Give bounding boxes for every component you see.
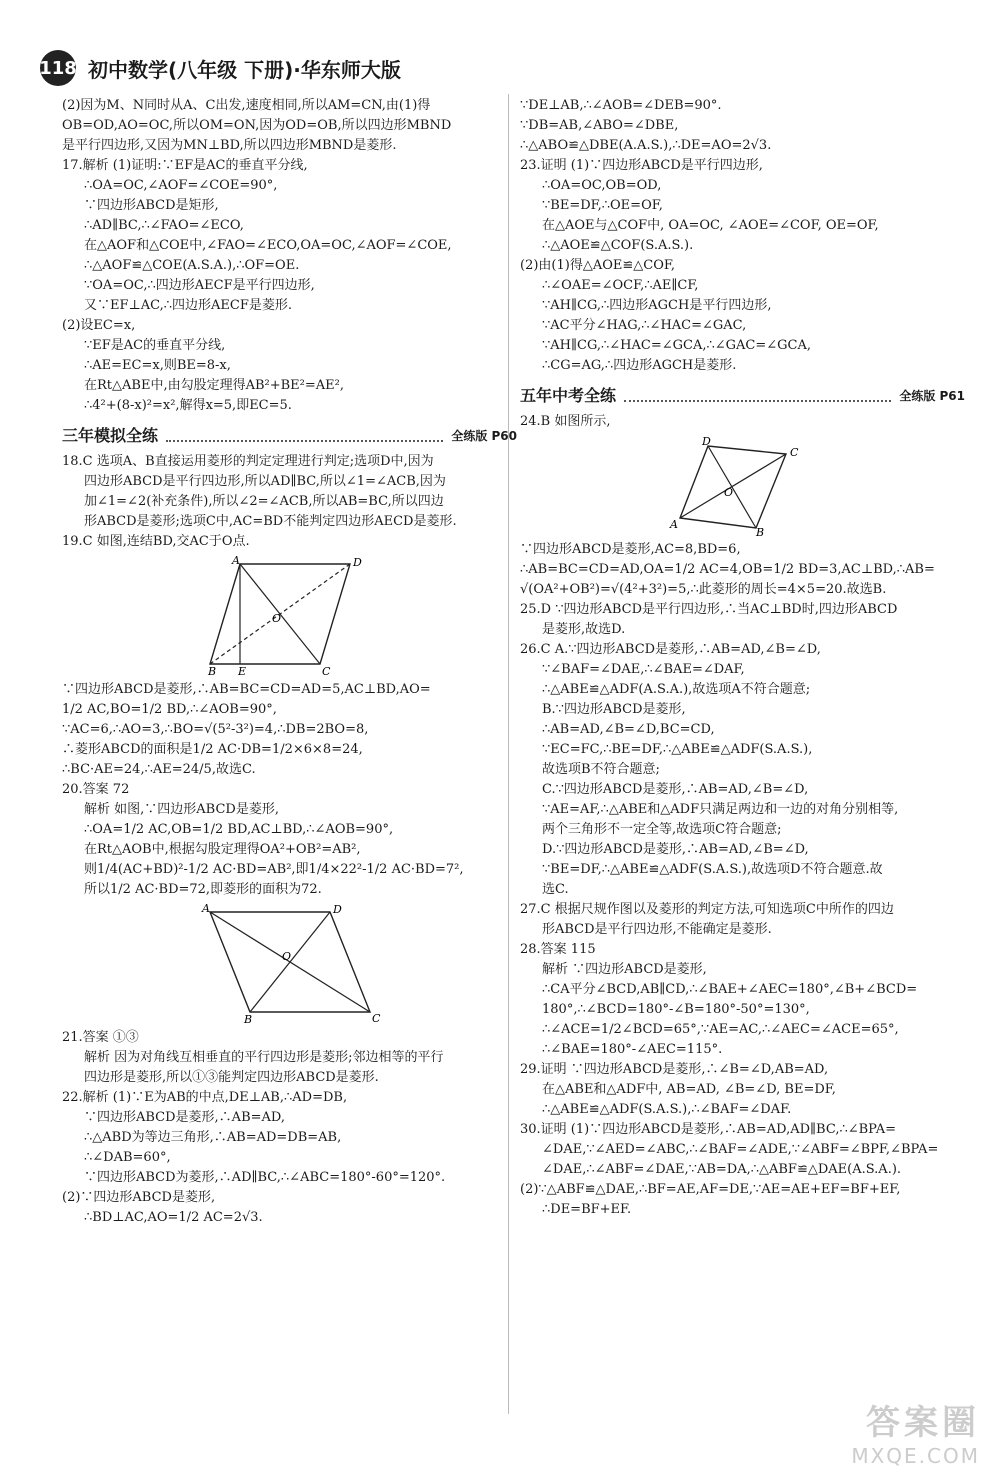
q23 (520, 156, 965, 376)
text-line: 加∠1=∠2(补充条件),所以∠2=∠ACB,所以AB=BC,所以四边 (84, 494, 444, 509)
q18 (62, 452, 517, 532)
text-line: 22.解析 (1)∵E为AB的中点,DE⊥AB,∴AD=DB, (62, 1090, 348, 1105)
watermark-sub: MXQE.COM (851, 1444, 980, 1468)
text-line: ∴菱形ABCD的面积是1/2 AC·DB=1/2×6×8=24, (62, 742, 363, 757)
text-line: ∴AB=AD,∠B=∠D,BC=CD, (542, 722, 715, 737)
text-line: ∵四边形ABCD是菱形,AC=8,BD=6, (520, 542, 741, 557)
text-line: 所以1/2 AC·BD=72,即菱形的面积为72. (84, 882, 322, 897)
q17 (62, 156, 517, 416)
text-line: ∵四边形ABCD是菱形,∴AB=AD, (84, 1110, 285, 1125)
text-line: ∴BD⊥AC,AO=1/2 AC=2√3. (84, 1210, 263, 1225)
fig3-label-D: D (701, 435, 711, 448)
q27 (520, 900, 965, 940)
right-column (520, 96, 965, 1220)
text-line: OB=OD,AO=OC,所以OM=ON,因为OD=OB,所以四边形MBND (62, 118, 452, 133)
page-header (40, 48, 401, 88)
text-line: ∵EF是AC的垂直平分线, (84, 338, 226, 353)
fig2-label-B: B (243, 1013, 252, 1026)
q19-head: 19.C 如图,连结BD,交AC于O点. (62, 534, 250, 549)
q25 (520, 600, 965, 640)
q22 (62, 1088, 517, 1228)
figure-rhombus-2 (200, 904, 380, 1024)
text-line: (2)由(1)得△AOE≌△COF, (520, 258, 675, 273)
q29 (520, 1060, 965, 1120)
text-line: 又∵EF⊥AC,∴四边形AECF是菱形. (84, 298, 292, 313)
figure-rhombus-3 (668, 435, 818, 539)
text-line: 1/2 AC,BO=1/2 BD,∴∠AOB=90°, (62, 702, 277, 717)
text-line: √(OA²+OB²)=√(4²+3²)=5,∴此菱形的周长=4×5=20.故选B. (520, 582, 887, 597)
text-line: C.∵四边形ABCD是菱形,∴AB=AD,∠B=∠D, (542, 782, 809, 797)
text-line: 两个三角形不一定全等,故选项C符合题意; (542, 822, 782, 837)
section-title: 五年中考全练 (520, 386, 617, 405)
text-line: (2)设EC=x, (62, 318, 136, 333)
text-line: 是菱形,故选D. (542, 622, 626, 637)
text-line: B.∵四边形ABCD是菱形, (542, 702, 686, 717)
text-line: ∵AC=6,∴AO=3,∴BO=√(5²-3²)=4,∴DB=2BO=8, (62, 722, 369, 737)
q24 (520, 540, 965, 600)
text-line: ∵∠BAF=∠DAE,∴∠BAE=∠DAF, (542, 662, 745, 677)
text-line: ∵BE=DF,∴OE=OF, (542, 198, 663, 213)
q28 (520, 940, 965, 1060)
text-line: ∠DAE,∵∠AED=∠ABC,∴∠BAF=∠ADE,∵∠ABF=∠BPF,∠BPA= (542, 1142, 939, 1157)
text-line: 在△AOF和△COE中,∠FAO=∠ECO,OA=OC,∠AOF=∠COE, (84, 238, 452, 253)
text-line: ∵AE=AF,∴△ABE和△ADF只满足两边和一边的对角分别相等, (542, 802, 899, 817)
text-line: ∴∠OAE=∠OCF,∴AE∥CF, (542, 278, 699, 293)
text-line: ∠DAE,∴∠ABF=∠DAE,∵AB=DA,∴△ABF≌△DAE(A.S.A.). (542, 1162, 902, 1177)
text-line: 形ABCD是菱形;选项C中,AC=BD不能判定四边形AECD是菱形. (84, 514, 457, 529)
text-line: ∵OA=OC,∴四边形AECF是平行四边形, (84, 278, 315, 293)
section-three-year (62, 426, 517, 446)
text-line: ∵四边形ABCD是矩形, (84, 198, 219, 213)
section-dots (624, 390, 891, 402)
text-line: 23.证明 (1)∵四边形ABCD是平行四边形, (520, 158, 763, 173)
fig3-label-O: O (723, 486, 733, 499)
text-line: ∴∠ACE=1/2∠BCD=65°,∵AE=AC,∴∠AEC=∠ACE=65°, (542, 1022, 899, 1037)
fig3-label-A: A (669, 518, 678, 531)
text-line: 解析 因为对角线互相垂直的平行四边形是菱形;邻边相等的平行 (84, 1050, 444, 1065)
text-line: 在Rt△ABE中,由勾股定理得AB²+BE²=AE², (84, 378, 344, 393)
text-line: ∵四边形ABCD是菱形,∴AB=BC=CD=AD=5,AC⊥BD,AO= (62, 682, 431, 697)
text-line: ∴AB=BC=CD=AD,OA=1/2 AC=4,OB=1/2 BD=3,AC⊥BD,∴AB= (520, 562, 935, 577)
text-line: ∴AE=EC=x,则BE=8-x, (84, 358, 231, 373)
section-title: 三年模拟全练 (62, 426, 159, 445)
text-line: ∴OA=OC,OB=OD, (542, 178, 662, 193)
text-line: ∵AH∥CG,∴∠HAC=∠GCA,∴∠GAC=∠GCA, (542, 338, 811, 353)
page-number: 118 (40, 50, 76, 86)
text-line: 20.答案 72 (62, 782, 130, 797)
text-line: ∴OA=OC,∠AOF=∠COE=90°, (84, 178, 278, 193)
fig2-label-C: C (371, 1012, 380, 1025)
text-line: ∴∠DAB=60°, (84, 1150, 171, 1165)
text-line: 26.C A.∵四边形ABCD是菱形,∴AB=AD,∠B=∠D, (520, 642, 821, 657)
text-line: (2)∵△ABF≌△DAE,∴BF=AE,AF=DE,∵AE=AE+EF=BF+EF, (520, 1182, 901, 1197)
text-line: (2)因为M、N同时从A、C出发,速度相同,所以AM=CN,由(1)得 (62, 98, 431, 113)
text-line: (2)∵四边形ABCD是菱形, (62, 1190, 216, 1205)
text-line: 29.证明 ∵四边形ABCD是菱形,∴∠B=∠D,AB=AD, (520, 1062, 829, 1077)
watermark (851, 1395, 980, 1468)
text-line: ∴AD∥BC,∴∠FAO=∠ECO, (84, 218, 244, 233)
right-block1 (520, 96, 965, 156)
fig1-label-A: A (231, 554, 240, 567)
text-line: ∴△AOE≌△COF(S.A.S.). (542, 238, 694, 253)
q20 (62, 780, 517, 900)
fig2-label-A: A (201, 902, 210, 915)
watermark-main: 答案圈 (866, 1403, 980, 1443)
text-line: ∴4²+(8-x)²=x²,解得x=5,即EC=5. (84, 398, 292, 413)
fig2-label-O: O (281, 950, 291, 963)
text-line: 28.答案 115 (520, 942, 596, 957)
text-line: 17.解析 (1)证明:∵EF是AC的垂直平分线, (62, 158, 308, 173)
text-line: ∴CG=AG,∴四边形AGCH是菱形. (542, 358, 737, 373)
section-dots (166, 430, 443, 442)
q24-head: 24.B 如图所示, (520, 414, 611, 429)
q21 (62, 1028, 517, 1088)
text-line: D.∵四边形ABCD是菱形,∴AB=AD,∠B=∠D, (542, 842, 809, 857)
fig1-label-B: B (207, 665, 216, 678)
text-line: 则1/4(AC+BD)²-1/2 AC·BD=AB²,即1/4×22²-1/2 AC·BD=7², (84, 862, 464, 877)
section-five-year (520, 386, 965, 406)
text-line: 四边形ABCD是平行四边形,所以AD∥BC,所以∠1=∠ACB,因为 (84, 474, 446, 489)
text-line: 四边形是菱形,所以①③能判定四边形ABCD是菱形. (84, 1070, 379, 1085)
text-line: 选C. (542, 882, 569, 897)
text-line: 27.C 根据尺规作图以及菱形的判定方法,可知选项C中所作的四边 (520, 902, 894, 917)
q19 (62, 680, 517, 780)
book-title: 初中数学(八年级 下册)·华东师大版 (88, 57, 401, 82)
text-line: ∵BE=DF,∴△ABE≌△ADF(S.A.S.),故选项D不符合题意.故 (542, 862, 883, 877)
text-line: ∴△ABE≌△ADF(A.S.A.),故选项A不符合题意; (542, 682, 811, 697)
fig1-label-D: D (352, 556, 362, 569)
text-line: ∵AH∥CG,∴四边形AGCH是平行四边形, (542, 298, 772, 313)
text-line: 25.D ∵四边形ABCD是平行四边形,∴当AC⊥BD时,四边形ABCD (520, 602, 898, 617)
text-line: 21.答案 ①③ (62, 1030, 139, 1045)
fig1-label-O: O (271, 612, 281, 625)
text-line: ∴CA平分∠BCD,AB∥CD,∴∠BAE+∠AEC=180°,∠B+∠BCD= (542, 982, 918, 997)
q26 (520, 640, 965, 900)
text-line: 故选项B不符合题意; (542, 762, 660, 777)
figure-rhombus-1 (207, 554, 370, 678)
text-line: ∵AC平分∠HAG,∴∠HAC=∠GAC, (542, 318, 747, 333)
text-line: 18.C 选项A、B直接运用菱形的判定定理进行判定;选项D中,因为 (62, 454, 434, 469)
q30 (520, 1120, 965, 1220)
text-line: 解析 ∵四边形ABCD是菱形, (542, 962, 707, 977)
text-line: ∴△ABO≌△DBE(A.A.S.),∴DE=AO=2√3. (520, 138, 772, 153)
section-ref: 全练版 P60 (451, 429, 517, 443)
text-line: ∴∠BAE=180°-∠AEC=115°. (542, 1042, 723, 1057)
text-line: ∴△ABD为等边三角形,∴AB=AD=DB=AB, (84, 1130, 342, 1145)
text-line: ∴△ABE≌△ADF(S.A.S.),∴∠BAF=∠DAF. (542, 1102, 792, 1117)
left-column (62, 96, 517, 1228)
text-line: 是平行四边形,又因为MN⊥BD,所以四边形MBND是菱形. (62, 138, 397, 153)
text-line: 180°,∴∠BCD=180°-∠B=180°-50°=130°, (542, 1002, 810, 1017)
fig3-label-B: B (755, 526, 764, 539)
text-line: 30.证明 (1)∵四边形ABCD是菱形,∴AB=AD,AD∥BC,∴∠BPA= (520, 1122, 896, 1137)
text-line: ∴OA=1/2 AC,OB=1/2 BD,AC⊥BD,∴∠AOB=90°, (84, 822, 394, 837)
text-line: 在Rt△AOB中,根据勾股定理得OA²+OB²=AB², (84, 842, 361, 857)
text-line: ∴BC·AE=24,∴AE=24/5,故选C. (62, 762, 256, 777)
text-line: 在△ABE和△ADF中, AB=AD, ∠B=∠D, BE=DF, (542, 1082, 836, 1097)
text-line: ∵DB=AB,∠ABO=∠DBE, (520, 118, 679, 133)
text-line: ∵DE⊥AB,∴∠AOB=∠DEB=90°. (520, 98, 722, 113)
fig1-label-C: C (321, 665, 330, 678)
text-line: ∵四边形ABCD为菱形,∴AD∥BC,∴∠ABC=180°-60°=120°. (84, 1170, 446, 1185)
text-line: 在△AOE与△COF中, OA=OC, ∠AOE=∠COF, OE=OF, (542, 218, 879, 233)
left-block1 (62, 96, 517, 156)
fig1-label-E: E (237, 665, 246, 678)
text-line: 形ABCD是平行四边形,不能确定是菱形. (542, 922, 772, 937)
text-line: ∴△AOF≌△COE(A.S.A.),∴OF=OE. (84, 258, 300, 273)
fig2-label-D: D (332, 903, 342, 916)
fig3-label-C: C (789, 446, 798, 459)
section-ref: 全练版 P61 (899, 389, 965, 403)
text-line: ∵EC=FC,∴BE=DF,∴△ABE≌△ADF(S.A.S.), (542, 742, 813, 757)
text-line: ∴DE=BF+EF. (542, 1202, 632, 1217)
text-line: 解析 如图,∵四边形ABCD是菱形, (84, 802, 279, 817)
